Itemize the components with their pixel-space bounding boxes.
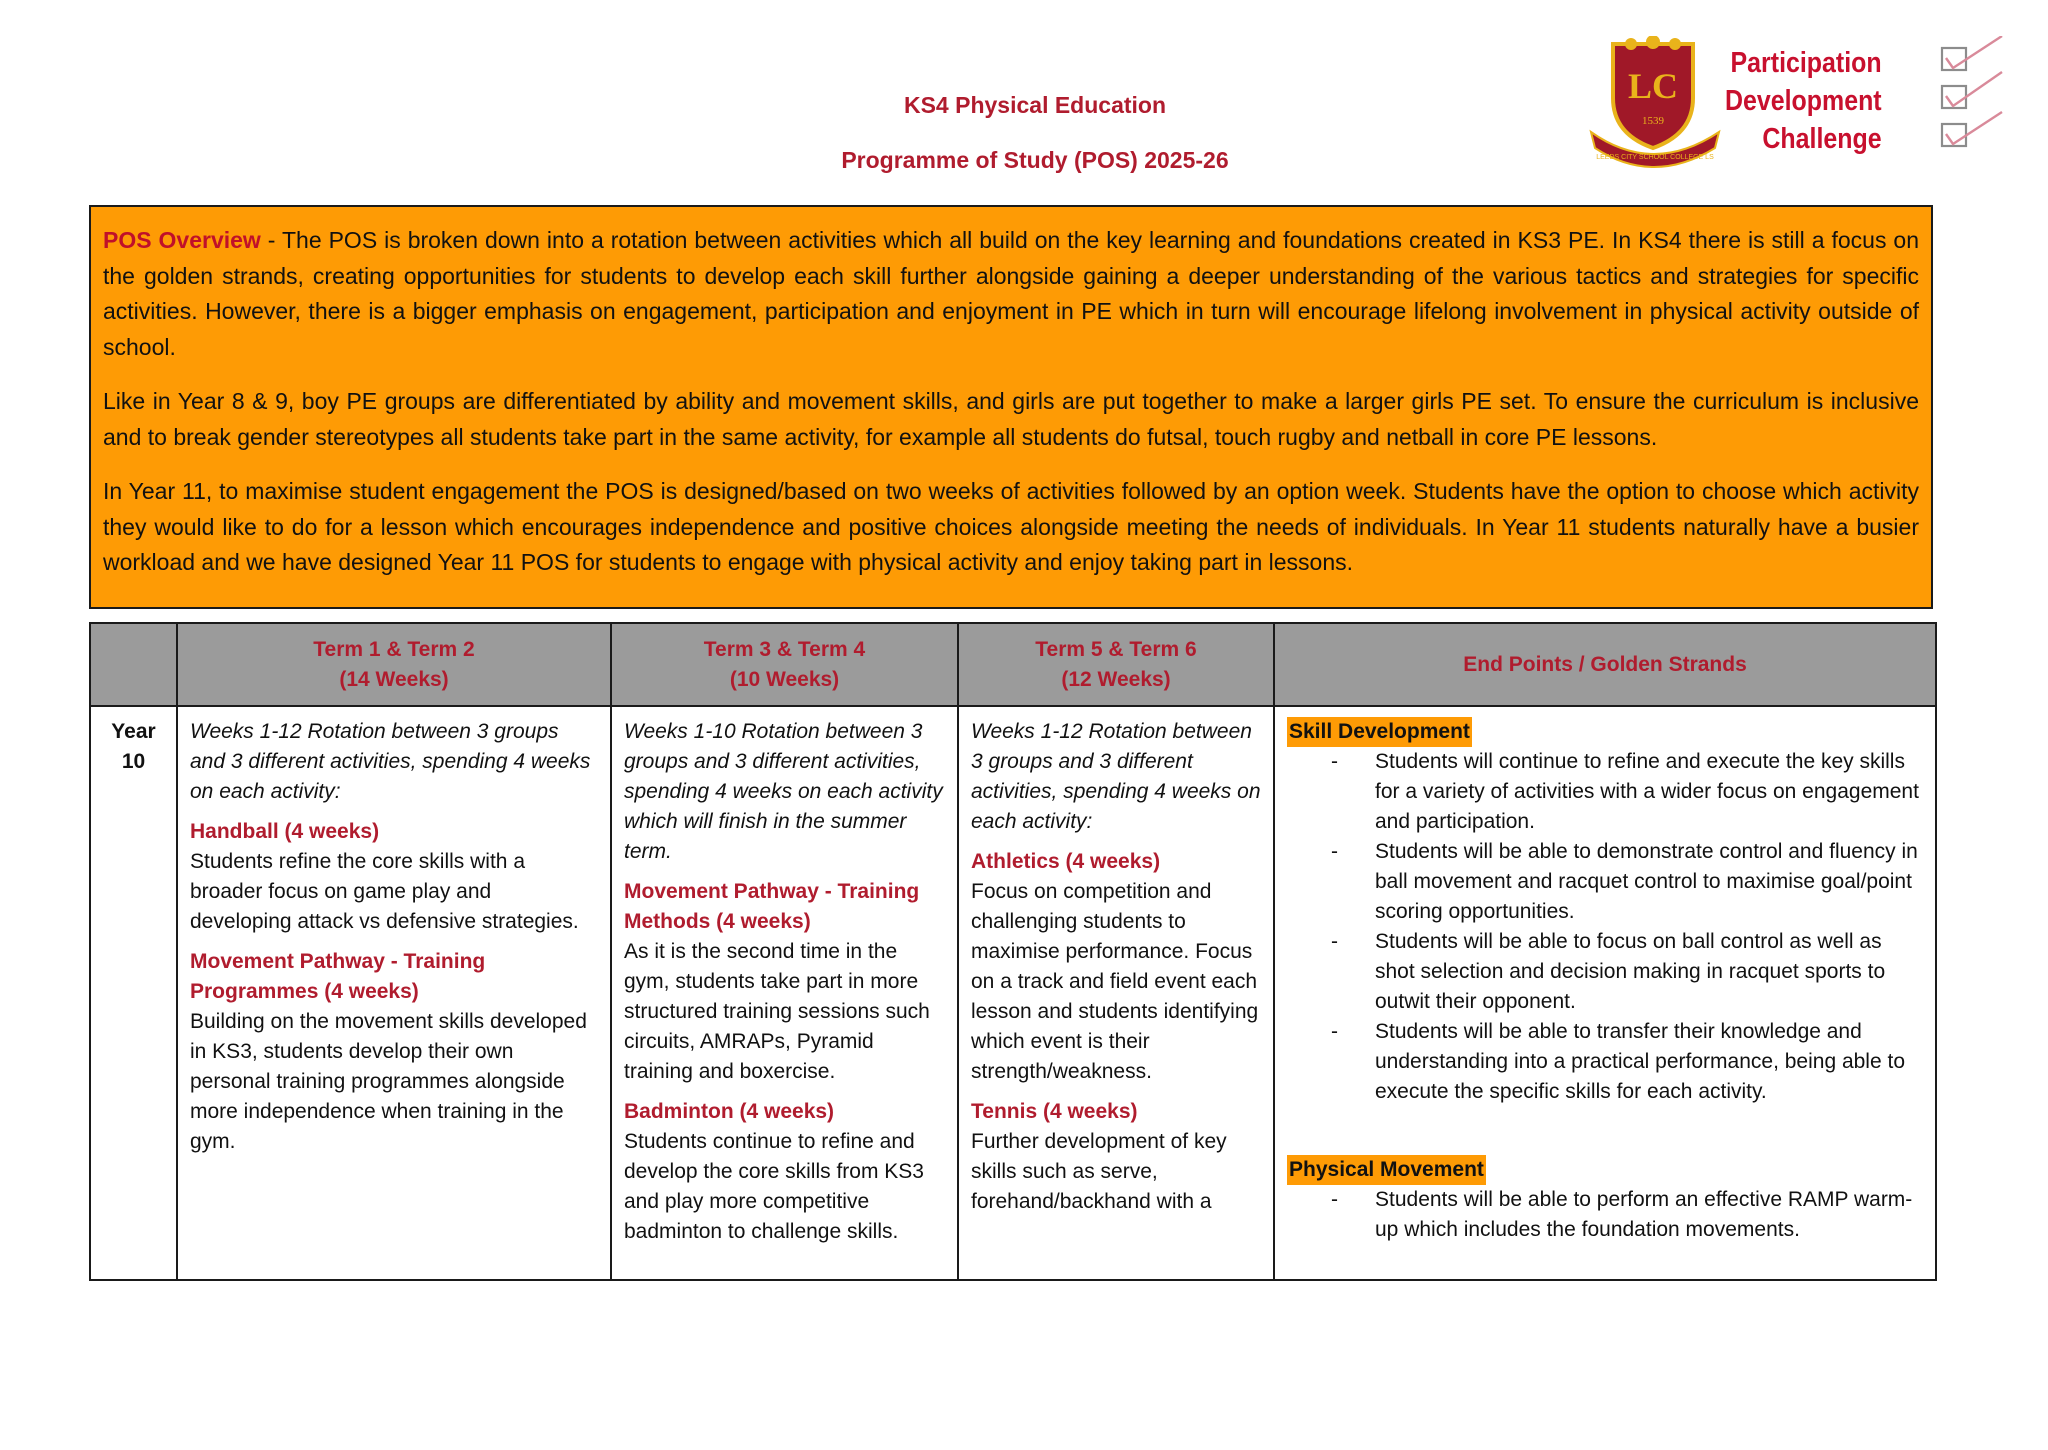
- skill-development-list: [1287, 747, 1923, 1107]
- brand-line-development: Development: [1725, 85, 1882, 117]
- header-term-5-6-weeks: (12 Weeks): [1061, 667, 1171, 691]
- list-item: - Students will be able to focus on ball control as well as shot selection and decision making in racquet sports to outwit their opponent.: [1287, 927, 1923, 1017]
- header-term-3-4-label: Term 3 & Term 4: [703, 637, 866, 661]
- activity-tennis: [971, 1097, 1261, 1217]
- header-term-3-4-weeks: (10 Weeks): [729, 667, 840, 691]
- activity-title: Movement Pathway - Training Methods (4 weeks): [624, 880, 920, 933]
- activity-title: Handball (4 weeks): [190, 820, 380, 843]
- activity-title: Badminton (4 weeks): [624, 1100, 835, 1123]
- document-title: KS4 Physical Education: [903, 92, 1167, 118]
- activity-badminton: [624, 1097, 945, 1247]
- activity-athletics: [971, 847, 1261, 1087]
- activity-text: Students continue to refine and develop the core skills from KS3 and play more competitive badminton to challenge skills.: [624, 1130, 924, 1243]
- pos-overview-box: [89, 205, 1933, 609]
- header-term-5-6-label: Term 5 & Term 6: [1035, 637, 1197, 661]
- list-item: - Students will be able to demonstrate control and fluency in ball movement and racquet control to maximise goal/point scoring opportunities.: [1287, 837, 1923, 927]
- activity-text: Students refine the core skills with a broader focus on game play and developing attack vs defensive strategies.: [190, 850, 579, 933]
- overview-label: POS Overview: [103, 227, 261, 253]
- table-header-row: [90, 623, 1936, 706]
- physical-movement-list: [1287, 1185, 1923, 1245]
- overview-paragraph-2: Like in Year 8 & 9, boy PE groups are differentiated by ability and movement skills, and girls are put together to make a larger girls PE set. To ensure the curriculum is inclusive and to break gender stereotypes all students take part in the same activity, for example all students do futsal, touch rugby and netball in core PE lessons.: [103, 388, 1919, 450]
- list-item: - Students will be able to transfer their knowledge and understanding into a practical performance, being able to execute the specific skills for each activity.: [1287, 1017, 1923, 1107]
- list-item: - Students will continue to refine and execute the key skills for a variety of activities with a wider focus on engagement and participation.: [1287, 747, 1923, 837]
- term-5-6-cell: [958, 706, 1274, 1280]
- term-3-4-cell: [611, 706, 958, 1280]
- crest-letters: LC: [1627, 66, 1679, 106]
- header-term-1-2-label: Term 1 & Term 2: [313, 637, 475, 661]
- table-row-year-10: [90, 706, 1936, 1280]
- year-cell: [90, 706, 177, 1280]
- term-1-2-intro: Weeks 1-12 Rotation between 3 groups and 3 different activities, spending 4 weeks on each activity:: [190, 720, 591, 803]
- activity-training-methods: [624, 877, 945, 1087]
- overview-paragraph-3: In Year 11, to maximise student engagement the POS is designed/based on two weeks of activities followed by an option week. Students have the option to choose which activity they would like to do for a lesson which encourages independence and positive choices alongside meeting the needs of individuals. In Year 11 students naturally have a busier workload and we have designed Year 11 POS for students to engage with physical activity and enjoy taking part in lessons.: [103, 478, 1919, 575]
- list-item: - Students will be able to perform an effective RAMP warm-up which includes the foundation movements.: [1287, 1185, 1923, 1245]
- activity-text: Building on the movement skills developed in KS3, students develop their own personal training programmes alongside more independence when training in the gym.: [190, 1010, 587, 1153]
- activity-text: Focus on competition and challenging students to maximise performance. Focus on a track and field event each lesson and students identifying which event is their strength/weakness.: [971, 880, 1259, 1083]
- term-5-6-intro: Weeks 1-12 Rotation between 3 groups and 3 different activities, spending 4 weeks on each activity:: [971, 720, 1261, 833]
- brand-line-participation: Participation: [1730, 47, 1882, 79]
- year-header-cell: [90, 623, 177, 706]
- strand-spacer: [1287, 1107, 1923, 1155]
- programme-table: [89, 622, 1937, 1281]
- activity-handball: [190, 817, 598, 937]
- crest-year: 1539: [1642, 115, 1664, 127]
- brand-text: [1725, 44, 1882, 158]
- school-crest-icon: [1585, 36, 1725, 171]
- header-term-5-6: [958, 623, 1274, 706]
- checklist-icon: [1940, 36, 2006, 156]
- year-label: Year: [111, 720, 156, 743]
- activity-training-programmes: [190, 947, 598, 1157]
- activity-text: Further development of key skills such as serve, forehand/backhand with a: [971, 1130, 1227, 1213]
- activity-text: As it is the second time in the gym, students take part in more structured training sessions such circuits, AMRAPs, Pyramid training and boxercise.: [624, 940, 930, 1083]
- header-term-1-2: [177, 623, 611, 706]
- header-term-1-2-weeks: (14 Weeks): [339, 667, 449, 691]
- header-term-3-4: [611, 623, 958, 706]
- year-number: 10: [121, 750, 146, 773]
- overview-paragraph-1-text: - The POS is broken down into a rotation between activities which all build on the key learning and foundations created in KS3 PE. In KS4 there is still a focus on the golden strands, creating opportunities for students to develop each skill further alongside gaining a deeper understanding of the various tactics and strategies for specific activities. However, there is a bigger emphasis on engagement, participation and enjoyment in PE which in turn will encourage lifelong involvement in physical activity outside of school.: [103, 227, 1919, 360]
- brand-line-challenge: Challenge: [1762, 123, 1882, 155]
- activity-title: Tennis (4 weeks): [971, 1100, 1138, 1123]
- overview-paragraph-1: [103, 223, 1919, 365]
- activity-title: Athletics (4 weeks): [971, 850, 1161, 873]
- document-subtitle: Programme of Study (POS) 2025-26: [841, 147, 1229, 173]
- activity-title: Movement Pathway - Training Programmes (4 weeks): [190, 950, 486, 1003]
- end-points-cell: [1274, 706, 1936, 1280]
- school-logo: [1585, 36, 2005, 171]
- crest-motto: LEEDS CITY SCHOOL COLLEGE LS: [1596, 154, 1714, 161]
- strand-physical-movement: Physical Movement: [1287, 1155, 1486, 1185]
- strand-skill-development: Skill Development: [1287, 717, 1472, 747]
- header-end-points: End Points / Golden Strands: [1274, 623, 1936, 706]
- term-1-2-cell: [177, 706, 611, 1280]
- term-3-4-intro: Weeks 1-10 Rotation between 3 groups and 3 different activities, spending 4 weeks on each activity which will finish in the summer term.: [624, 720, 943, 863]
